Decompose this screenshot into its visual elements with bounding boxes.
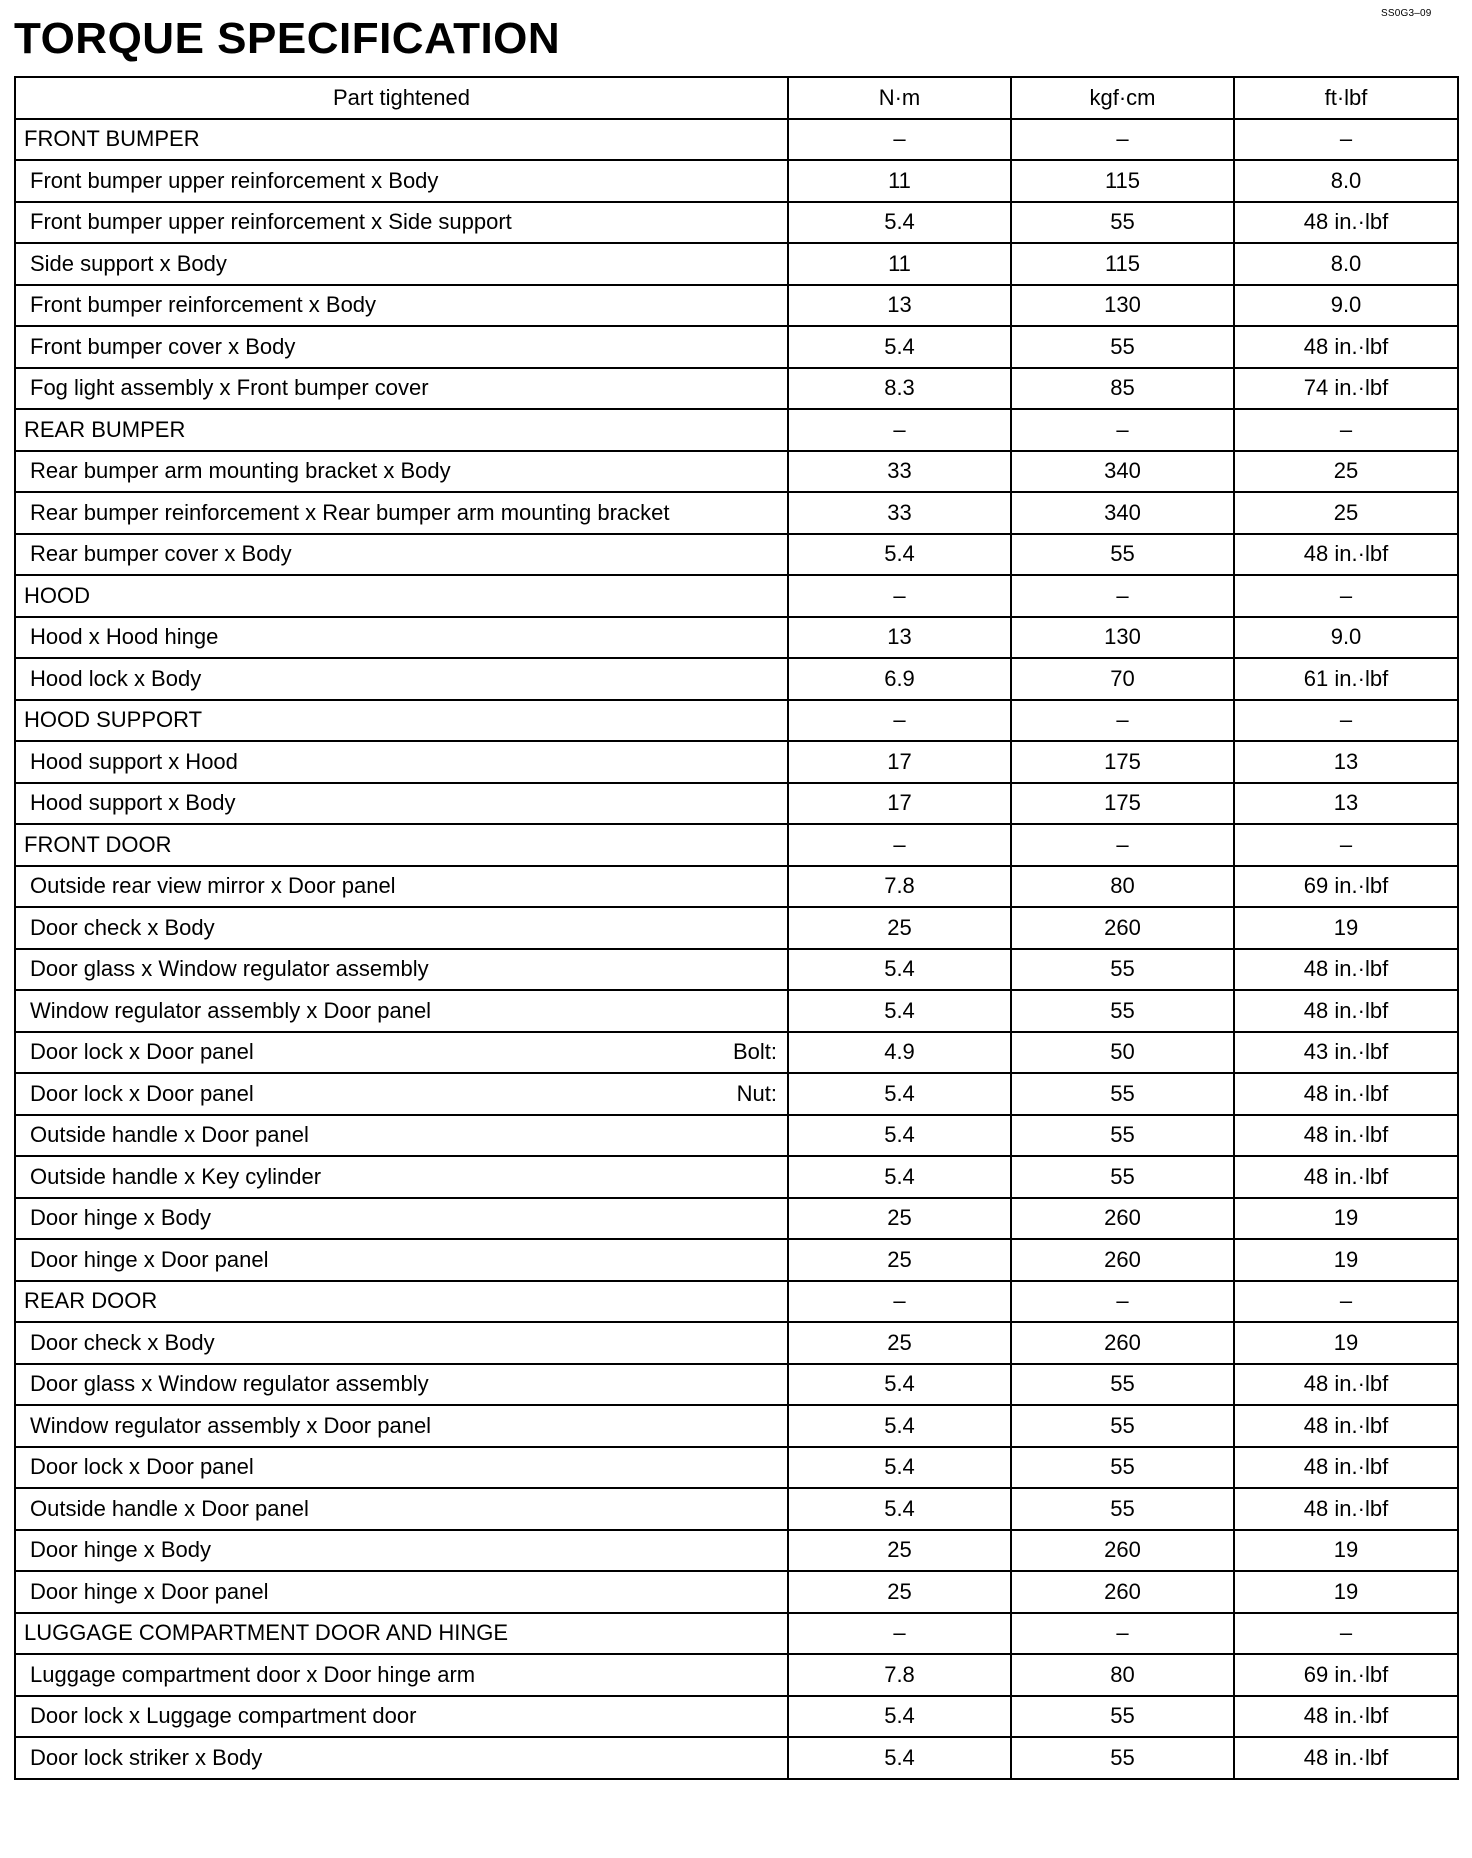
kgfcm-value-cell: –: [1011, 700, 1234, 742]
ftlbf-value-cell: 48 in.·lbf: [1234, 990, 1458, 1032]
nm-value-cell: 25: [788, 1198, 1011, 1240]
nm-value-cell: 5.4: [788, 1447, 1011, 1489]
ftlbf-value-cell: 8.0: [1234, 243, 1458, 285]
ftlbf-value-cell: –: [1234, 824, 1458, 866]
nm-value-cell: 33: [788, 492, 1011, 534]
part-cell-content: [24, 1288, 787, 1314]
nm-value-cell: 5.4: [788, 1488, 1011, 1530]
part-cell-content: [30, 1164, 787, 1190]
kgfcm-value-cell: 55: [1011, 1364, 1234, 1406]
nm-value-cell: 5.4: [788, 990, 1011, 1032]
part-label: Door lock x Door panel: [30, 1080, 254, 1106]
nm-value-cell: 25: [788, 1322, 1011, 1364]
nm-value-cell: –: [788, 1613, 1011, 1655]
part-label: REAR DOOR: [24, 1288, 158, 1314]
part-cell: [15, 617, 788, 659]
table-row: [15, 1737, 1458, 1779]
part-cell: [15, 1156, 788, 1198]
kgfcm-value-cell: –: [1011, 824, 1234, 866]
kgfcm-value-cell: 55: [1011, 1115, 1234, 1157]
section-row: [15, 824, 1458, 866]
table-row: [15, 1405, 1458, 1447]
nm-value-cell: 5.4: [788, 534, 1011, 576]
part-label: Front bumper cover x Body: [30, 333, 296, 359]
part-cell: [15, 451, 788, 493]
ftlbf-value-cell: 48 in.·lbf: [1234, 1073, 1458, 1115]
part-label: Door hinge x Body: [30, 1205, 211, 1231]
part-label: LUGGAGE COMPARTMENT DOOR AND HINGE: [24, 1620, 509, 1646]
table-row: [15, 1488, 1458, 1530]
part-label: Outside handle x Door panel: [30, 1495, 309, 1521]
nm-value-cell: 5.4: [788, 1364, 1011, 1406]
part-label: Door lock x Door panel: [30, 1039, 254, 1065]
header-kgfcm: kgf·cm: [1011, 77, 1234, 119]
kgfcm-value-cell: 130: [1011, 617, 1234, 659]
part-cell-content: [30, 1662, 787, 1688]
part-cell: [15, 1032, 788, 1074]
part-cell: [15, 907, 788, 949]
fastener-type-note: Bolt:: [732, 1039, 777, 1065]
ftlbf-value-cell: 13: [1234, 783, 1458, 825]
ftlbf-value-cell: 19: [1234, 1571, 1458, 1613]
ftlbf-value-cell: 19: [1234, 907, 1458, 949]
part-cell-content: [30, 209, 787, 235]
kgfcm-value-cell: –: [1011, 575, 1234, 617]
nm-value-cell: 13: [788, 617, 1011, 659]
table-row: [15, 1073, 1458, 1115]
kgfcm-value-cell: 55: [1011, 202, 1234, 244]
nm-value-cell: 5.4: [788, 1156, 1011, 1198]
section-title-cell: [15, 700, 788, 742]
part-label: Door hinge x Body: [30, 1537, 211, 1563]
ftlbf-value-cell: 48 in.·lbf: [1234, 1405, 1458, 1447]
kgfcm-value-cell: 130: [1011, 285, 1234, 327]
nm-value-cell: 5.4: [788, 1405, 1011, 1447]
part-label: Window regulator assembly x Door panel: [30, 1412, 432, 1438]
nm-value-cell: 5.4: [788, 1073, 1011, 1115]
ftlbf-value-cell: 19: [1234, 1198, 1458, 1240]
ftlbf-value-cell: –: [1234, 1613, 1458, 1655]
table-body: [15, 119, 1458, 1779]
part-cell-content: [30, 790, 787, 816]
part-label: Front bumper upper reinforcement x Body: [30, 167, 439, 193]
part-label: Hood support x Body: [30, 790, 236, 816]
table-row: [15, 451, 1458, 493]
kgfcm-value-cell: 260: [1011, 1571, 1234, 1613]
part-cell-content: [24, 1620, 787, 1646]
page-title: TORQUE SPECIFICATION: [14, 14, 561, 63]
section-title-cell: [15, 119, 788, 161]
part-cell-content: [30, 1081, 787, 1107]
part-label: Rear bumper cover x Body: [30, 541, 292, 567]
part-cell: [15, 741, 788, 783]
table-row: [15, 1530, 1458, 1572]
part-cell-content: [30, 292, 787, 318]
nm-value-cell: 17: [788, 783, 1011, 825]
part-cell-content: [30, 873, 787, 899]
kgfcm-value-cell: 55: [1011, 949, 1234, 991]
part-cell-content: [30, 1579, 787, 1605]
part-label: Door glass x Window regulator assembly: [30, 1371, 429, 1397]
part-label: Door hinge x Door panel: [30, 1246, 269, 1272]
part-label: Rear bumper arm mounting bracket x Body: [30, 458, 451, 484]
table-row: [15, 866, 1458, 908]
nm-value-cell: 5.4: [788, 202, 1011, 244]
nm-value-cell: 5.4: [788, 326, 1011, 368]
ftlbf-value-cell: 13: [1234, 741, 1458, 783]
table-row: [15, 741, 1458, 783]
table-row: [15, 783, 1458, 825]
table-row: [15, 907, 1458, 949]
part-cell: [15, 1405, 788, 1447]
nm-value-cell: 5.4: [788, 1737, 1011, 1779]
ftlbf-value-cell: 48 in.·lbf: [1234, 534, 1458, 576]
table-row: [15, 1696, 1458, 1738]
part-cell-content: [30, 251, 787, 277]
kgfcm-value-cell: 55: [1011, 326, 1234, 368]
ftlbf-value-cell: 19: [1234, 1239, 1458, 1281]
table-row: [15, 1239, 1458, 1281]
part-cell-content: [30, 1745, 787, 1771]
ftlbf-value-cell: 43 in.·lbf: [1234, 1032, 1458, 1074]
nm-value-cell: 17: [788, 741, 1011, 783]
kgfcm-value-cell: 55: [1011, 1156, 1234, 1198]
part-cell-content: [24, 832, 787, 858]
header-ftlbf: ft·lbf: [1234, 77, 1458, 119]
part-cell-content: [24, 417, 787, 443]
table-row: [15, 1198, 1458, 1240]
table-row: [15, 160, 1458, 202]
part-cell-content: [30, 541, 787, 567]
part-cell-content: [30, 168, 787, 194]
table-row: [15, 949, 1458, 991]
ftlbf-value-cell: 69 in.·lbf: [1234, 1654, 1458, 1696]
part-cell: [15, 534, 788, 576]
kgfcm-value-cell: 70: [1011, 658, 1234, 700]
part-label: Outside handle x Door panel: [30, 1122, 309, 1148]
section-title-cell: [15, 1613, 788, 1655]
part-label: Door lock striker x Body: [30, 1744, 263, 1770]
kgfcm-value-cell: 80: [1011, 866, 1234, 908]
header-nm: N·m: [788, 77, 1011, 119]
nm-value-cell: 11: [788, 160, 1011, 202]
ftlbf-value-cell: 48 in.·lbf: [1234, 1115, 1458, 1157]
part-label: Rear bumper reinforcement x Rear bumper arm mounting bracket: [30, 499, 670, 525]
table-row: [15, 1447, 1458, 1489]
ftlbf-value-cell: 25: [1234, 492, 1458, 534]
nm-value-cell: 25: [788, 907, 1011, 949]
nm-value-cell: 11: [788, 243, 1011, 285]
kgfcm-value-cell: 115: [1011, 160, 1234, 202]
nm-value-cell: 4.9: [788, 1032, 1011, 1074]
table-row: [15, 534, 1458, 576]
nm-value-cell: 33: [788, 451, 1011, 493]
part-cell-content: [30, 1454, 787, 1480]
ftlbf-value-cell: 48 in.·lbf: [1234, 202, 1458, 244]
part-cell-content: [24, 583, 787, 609]
part-cell-content: [30, 998, 787, 1024]
ftlbf-value-cell: 48 in.·lbf: [1234, 1737, 1458, 1779]
part-cell-content: [30, 915, 787, 941]
ftlbf-value-cell: 19: [1234, 1530, 1458, 1572]
nm-value-cell: 25: [788, 1530, 1011, 1572]
part-label: FRONT BUMPER: [24, 126, 200, 152]
table-row: [15, 243, 1458, 285]
nm-value-cell: –: [788, 1281, 1011, 1323]
nm-value-cell: 25: [788, 1239, 1011, 1281]
part-cell-content: [30, 1247, 787, 1273]
table-row: [15, 658, 1458, 700]
part-label: Hood support x Hood: [30, 748, 238, 774]
ftlbf-value-cell: 74 in.·lbf: [1234, 368, 1458, 410]
kgfcm-value-cell: 55: [1011, 1405, 1234, 1447]
table-row: [15, 368, 1458, 410]
kgfcm-value-cell: –: [1011, 1281, 1234, 1323]
part-cell: [15, 243, 788, 285]
nm-value-cell: 7.8: [788, 1654, 1011, 1696]
kgfcm-value-cell: 55: [1011, 1488, 1234, 1530]
ftlbf-value-cell: –: [1234, 119, 1458, 161]
ftlbf-value-cell: 19: [1234, 1322, 1458, 1364]
part-label: Door check x Body: [30, 1329, 215, 1355]
part-label: Front bumper reinforcement x Body: [30, 292, 377, 318]
part-cell: [15, 1115, 788, 1157]
part-cell-content: [24, 707, 787, 733]
section-row: [15, 700, 1458, 742]
kgfcm-value-cell: 340: [1011, 492, 1234, 534]
fastener-type-note: Nut:: [736, 1080, 777, 1106]
kgfcm-value-cell: 260: [1011, 1239, 1234, 1281]
section-title-cell: [15, 575, 788, 617]
ftlbf-value-cell: 9.0: [1234, 285, 1458, 327]
section-row: [15, 575, 1458, 617]
section-title-cell: [15, 1281, 788, 1323]
part-cell-content: [30, 1371, 787, 1397]
kgfcm-value-cell: 80: [1011, 1654, 1234, 1696]
table-row: [15, 285, 1458, 327]
nm-value-cell: –: [788, 409, 1011, 451]
part-cell: [15, 285, 788, 327]
document-reference-code: SS0G3–09: [1381, 8, 1432, 19]
part-cell: [15, 1322, 788, 1364]
part-cell: [15, 492, 788, 534]
part-label: Outside rear view mirror x Door panel: [30, 873, 396, 899]
nm-value-cell: 25: [788, 1571, 1011, 1613]
part-cell-content: [30, 624, 787, 650]
part-cell: [15, 1239, 788, 1281]
part-label: REAR BUMPER: [24, 416, 186, 442]
ftlbf-value-cell: –: [1234, 700, 1458, 742]
section-row: [15, 409, 1458, 451]
kgfcm-value-cell: 55: [1011, 1737, 1234, 1779]
ftlbf-value-cell: 48 in.·lbf: [1234, 1364, 1458, 1406]
kgfcm-value-cell: 260: [1011, 1322, 1234, 1364]
part-cell: [15, 1530, 788, 1572]
ftlbf-value-cell: 48 in.·lbf: [1234, 1488, 1458, 1530]
part-cell-content: [30, 1496, 787, 1522]
part-label: Door glass x Window regulator assembly: [30, 956, 429, 982]
ftlbf-value-cell: 48 in.·lbf: [1234, 326, 1458, 368]
part-cell-content: [30, 749, 787, 775]
part-cell: [15, 1737, 788, 1779]
ftlbf-value-cell: –: [1234, 409, 1458, 451]
part-cell: [15, 1198, 788, 1240]
table-row: [15, 1115, 1458, 1157]
kgfcm-value-cell: 260: [1011, 907, 1234, 949]
part-label: HOOD SUPPORT: [24, 707, 203, 733]
part-cell: [15, 202, 788, 244]
kgfcm-value-cell: 85: [1011, 368, 1234, 410]
table-row: [15, 990, 1458, 1032]
kgfcm-value-cell: –: [1011, 119, 1234, 161]
ftlbf-value-cell: –: [1234, 1281, 1458, 1323]
part-cell: [15, 1696, 788, 1738]
ftlbf-value-cell: 48 in.·lbf: [1234, 1696, 1458, 1738]
table-row: [15, 326, 1458, 368]
table-row: [15, 617, 1458, 659]
kgfcm-value-cell: 260: [1011, 1198, 1234, 1240]
section-row: [15, 1281, 1458, 1323]
part-cell-content: [30, 334, 787, 360]
ftlbf-value-cell: 69 in.·lbf: [1234, 866, 1458, 908]
table-row: [15, 1364, 1458, 1406]
section-title-cell: [15, 409, 788, 451]
kgfcm-value-cell: 55: [1011, 534, 1234, 576]
table-row: [15, 492, 1458, 534]
kgfcm-value-cell: 175: [1011, 741, 1234, 783]
nm-value-cell: 5.4: [788, 1696, 1011, 1738]
nm-value-cell: –: [788, 575, 1011, 617]
part-label: Front bumper upper reinforcement x Side support: [30, 209, 512, 235]
ftlbf-value-cell: 8.0: [1234, 160, 1458, 202]
part-label: Door lock x Door panel: [30, 1454, 254, 1480]
part-cell-content: [30, 1703, 787, 1729]
kgfcm-value-cell: 50: [1011, 1032, 1234, 1074]
section-row: [15, 119, 1458, 161]
part-label: Side support x Body: [30, 250, 227, 276]
part-label: Door hinge x Door panel: [30, 1578, 269, 1604]
kgfcm-value-cell: 55: [1011, 1696, 1234, 1738]
section-title-cell: [15, 824, 788, 866]
kgfcm-value-cell: 55: [1011, 990, 1234, 1032]
table-row: [15, 1571, 1458, 1613]
part-cell-content: [30, 375, 787, 401]
part-cell: [15, 1364, 788, 1406]
kgfcm-value-cell: 340: [1011, 451, 1234, 493]
nm-value-cell: –: [788, 700, 1011, 742]
ftlbf-value-cell: –: [1234, 575, 1458, 617]
part-cell: [15, 658, 788, 700]
part-cell-content: [30, 1122, 787, 1148]
nm-value-cell: –: [788, 119, 1011, 161]
header-part-tightened: Part tightened: [15, 77, 788, 119]
part-cell: [15, 368, 788, 410]
kgfcm-value-cell: 260: [1011, 1530, 1234, 1572]
part-cell: [15, 1488, 788, 1530]
table-row: [15, 1032, 1458, 1074]
part-cell: [15, 783, 788, 825]
part-cell-content: [30, 500, 787, 526]
nm-value-cell: 5.4: [788, 949, 1011, 991]
kgfcm-value-cell: 55: [1011, 1073, 1234, 1115]
part-cell: [15, 1447, 788, 1489]
nm-value-cell: 8.3: [788, 368, 1011, 410]
nm-value-cell: 7.8: [788, 866, 1011, 908]
part-cell-content: [30, 458, 787, 484]
part-label: Luggage compartment door x Door hinge arm: [30, 1661, 476, 1687]
ftlbf-value-cell: 48 in.·lbf: [1234, 949, 1458, 991]
ftlbf-value-cell: 25: [1234, 451, 1458, 493]
ftlbf-value-cell: 48 in.·lbf: [1234, 1156, 1458, 1198]
table-row: [15, 1322, 1458, 1364]
part-cell: [15, 949, 788, 991]
part-cell: [15, 160, 788, 202]
table-row: [15, 202, 1458, 244]
part-label: Fog light assembly x Front bumper cover: [30, 375, 429, 401]
part-cell-content: [30, 1537, 787, 1563]
ftlbf-value-cell: 9.0: [1234, 617, 1458, 659]
part-cell-content: [30, 1039, 787, 1065]
part-cell-content: [30, 1330, 787, 1356]
table-header-row: [15, 77, 1458, 119]
part-cell: [15, 1654, 788, 1696]
table-row: [15, 1156, 1458, 1198]
part-cell: [15, 326, 788, 368]
nm-value-cell: 6.9: [788, 658, 1011, 700]
part-cell-content: [24, 126, 787, 152]
part-label: HOOD: [24, 582, 90, 608]
kgfcm-value-cell: 115: [1011, 243, 1234, 285]
part-label: FRONT DOOR: [24, 831, 172, 857]
part-cell-content: [30, 956, 787, 982]
kgfcm-value-cell: –: [1011, 409, 1234, 451]
table-row: [15, 1654, 1458, 1696]
part-label: Outside handle x Key cylinder: [30, 1163, 322, 1189]
part-label: Hood lock x Body: [30, 665, 202, 691]
part-label: Window regulator assembly x Door panel: [30, 997, 432, 1023]
part-label: Door check x Body: [30, 914, 215, 940]
section-row: [15, 1613, 1458, 1655]
kgfcm-value-cell: –: [1011, 1613, 1234, 1655]
part-cell-content: [30, 666, 787, 692]
part-cell-content: [30, 1413, 787, 1439]
part-cell: [15, 866, 788, 908]
ftlbf-value-cell: 48 in.·lbf: [1234, 1447, 1458, 1489]
nm-value-cell: –: [788, 824, 1011, 866]
nm-value-cell: 13: [788, 285, 1011, 327]
torque-specification-table: [14, 76, 1459, 1780]
part-cell: [15, 1073, 788, 1115]
part-label: Door lock x Luggage compartment door: [30, 1703, 417, 1729]
nm-value-cell: 5.4: [788, 1115, 1011, 1157]
part-cell: [15, 1571, 788, 1613]
part-label: Hood x Hood hinge: [30, 624, 219, 650]
part-cell-content: [30, 1205, 787, 1231]
kgfcm-value-cell: 55: [1011, 1447, 1234, 1489]
ftlbf-value-cell: 61 in.·lbf: [1234, 658, 1458, 700]
part-cell: [15, 990, 788, 1032]
kgfcm-value-cell: 175: [1011, 783, 1234, 825]
